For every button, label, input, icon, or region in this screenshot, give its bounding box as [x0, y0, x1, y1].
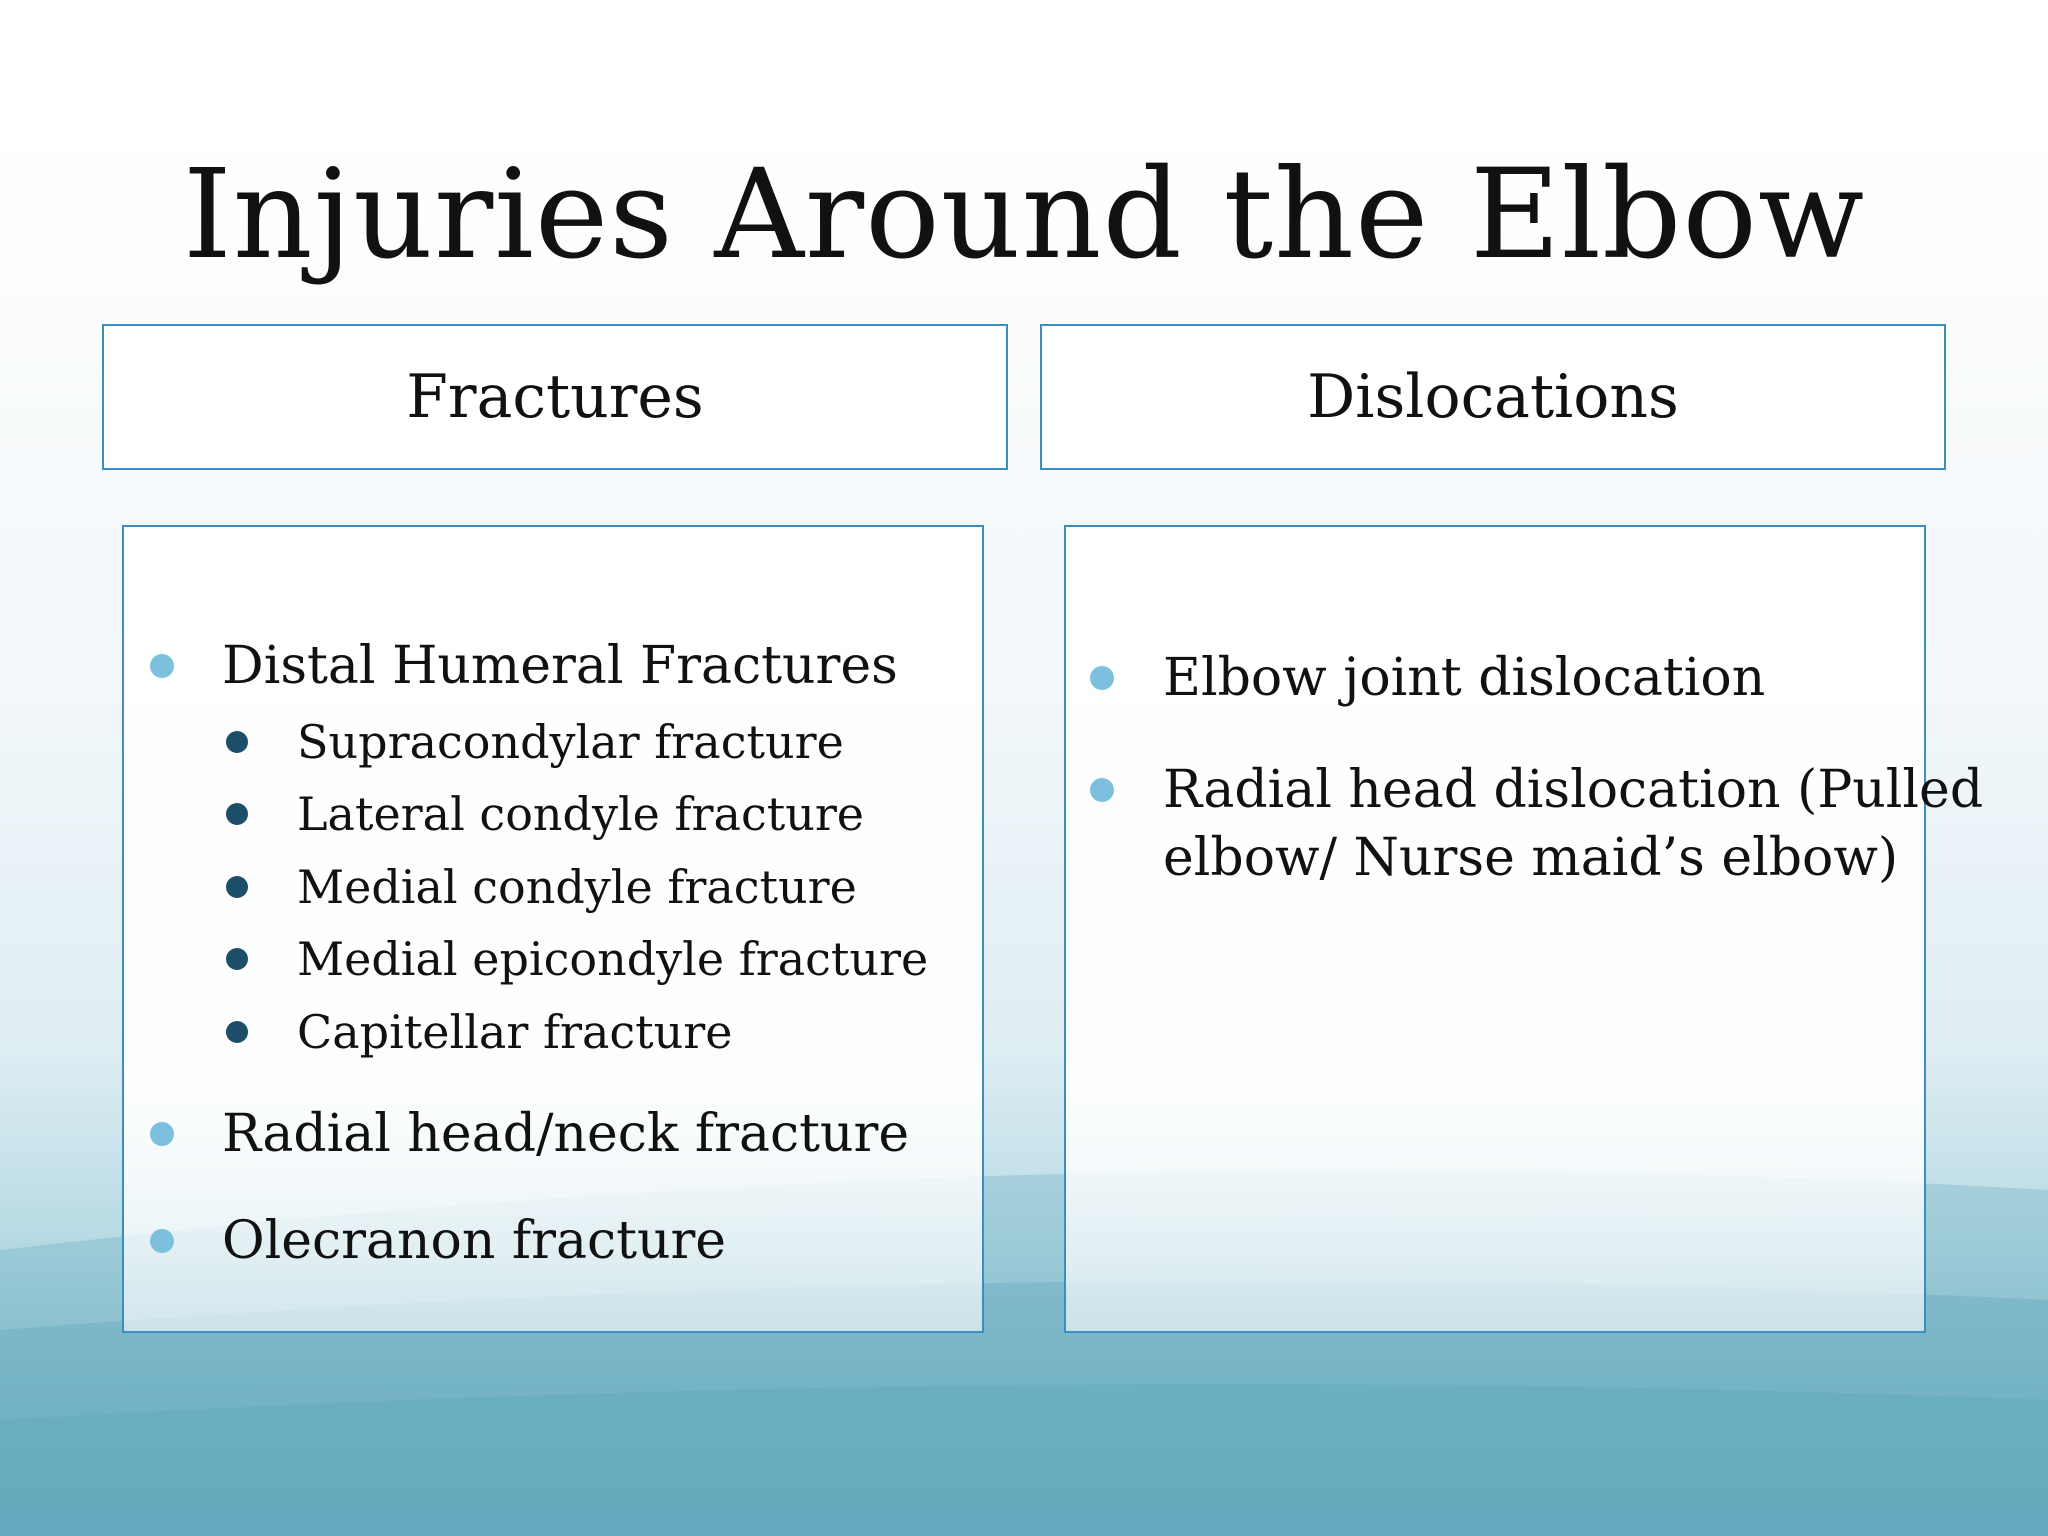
list-item-capitellar: Capitellar fracture	[297, 1005, 733, 1059]
list-item-radial-head-dislocation: Radial head dislocation (Pulled	[1163, 760, 1984, 820]
list-item-radial-head-neck: Radial head/neck fracture	[222, 1104, 910, 1164]
bullet-icon	[150, 654, 174, 678]
list-item-elbow-joint-dislocation: Elbow joint dislocation	[1163, 648, 1766, 708]
list-item-lateral-condyle: Lateral condyle fracture	[297, 787, 865, 841]
bullet-icon	[150, 1122, 174, 1146]
list-item-medial-condyle: Medial condyle fracture	[297, 860, 857, 914]
slide-title: Injuries Around the Elbow	[182, 143, 1866, 287]
list-item-supracondylar: Supracondylar fracture	[297, 715, 844, 769]
bullet-icon	[226, 1021, 248, 1043]
bullet-icon	[226, 731, 248, 753]
header-dislocations	[1040, 324, 1946, 470]
header-fractures-label: Fractures	[406, 362, 704, 432]
bullet-icon	[226, 948, 248, 970]
list-item-medial-epicondyle: Medial epicondyle fracture	[297, 932, 929, 986]
bullet-icon	[226, 876, 248, 898]
bullet-icon	[1090, 778, 1114, 802]
bullet-icon	[226, 803, 248, 825]
header-dislocations-label: Dislocations	[1307, 362, 1679, 432]
bullet-icon	[150, 1229, 174, 1253]
list-item-radial-head-dislocation-cont: elbow/ Nurse maid’s elbow)	[1163, 828, 1899, 888]
bullet-icon	[1090, 666, 1114, 690]
header-fractures	[102, 324, 1008, 470]
list-item-olecranon: Olecranon fracture	[222, 1211, 727, 1271]
list-item-distal-humeral: Distal Humeral Fractures	[222, 636, 898, 696]
